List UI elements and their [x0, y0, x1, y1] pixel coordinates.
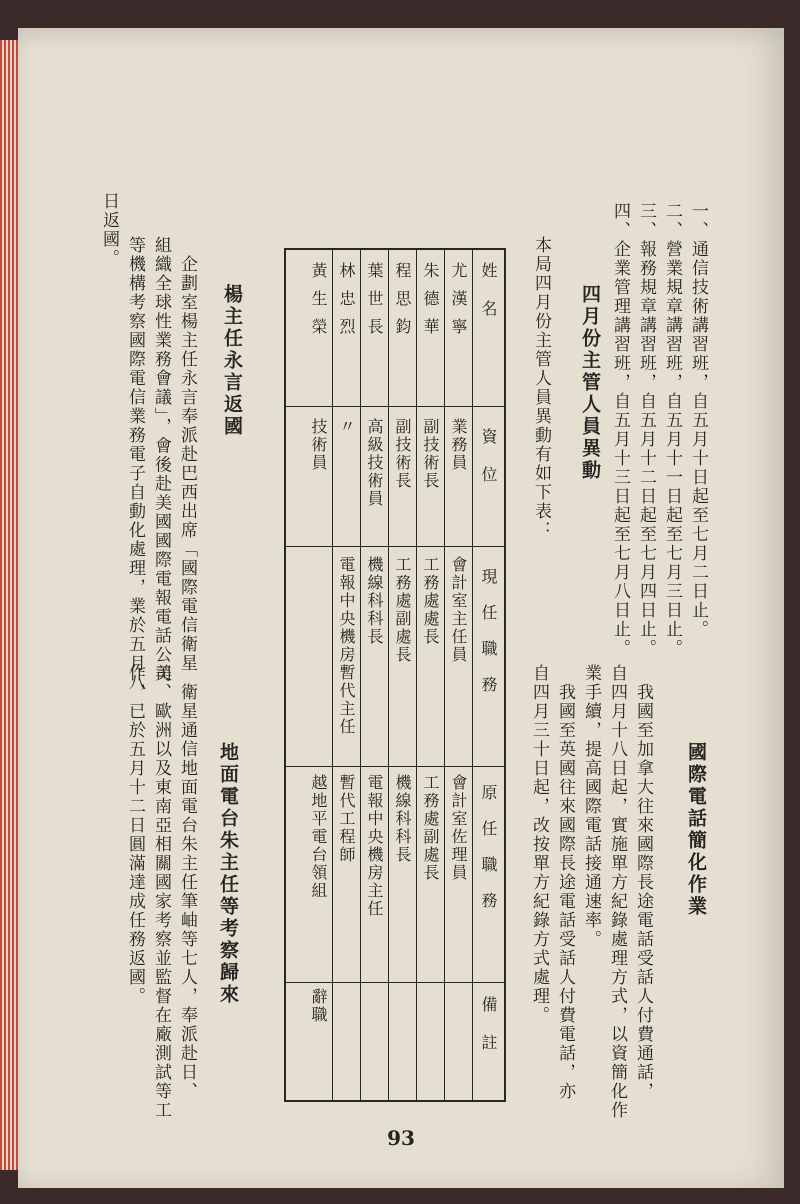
row-4-former: 電報中央機房主任	[365, 774, 384, 918]
header-current: 現任職務	[479, 568, 498, 712]
course-line-3: 三、報務規章講習班，自五月十二日起至七月四日止。	[636, 202, 656, 658]
personnel-table	[284, 248, 506, 1102]
yang-title: 楊主任永言返國	[221, 284, 243, 438]
row-5-former: 暫代工程師	[337, 774, 356, 864]
intl-line-3: 業手續，提高國際電話接通速率。	[581, 664, 601, 949]
row-2-former: 工務處副處長	[421, 774, 440, 882]
yang-line-1: 企劃室楊主任永言奉派赴巴西出席「國際電信衛星	[177, 236, 197, 673]
intl-line-5: 自四月三十日起，改按單方紀錄方式處理。	[529, 664, 549, 1025]
course-line-1: 一、通信技術講習班，自五月十日起至七月二日止。	[688, 202, 708, 639]
header-note: 備註	[479, 996, 498, 1072]
zhu-title: 地面電台朱主任等考察歸來	[217, 742, 239, 1006]
row-5-rank: 〃	[337, 418, 356, 436]
row-3-former: 機線科科長	[393, 774, 412, 864]
row-5-current: 電報中央機房暫代主任	[337, 556, 356, 736]
row-2-name: 朱德華	[421, 262, 440, 346]
zhu-line-2: 美、歐洲以及東南亞相關國家考察並監督在廠測試等工	[151, 664, 171, 1120]
yang-line-3: 等機構考察國際電信業務電子自動化處理，業於五月八	[125, 236, 145, 692]
book-page	[18, 28, 784, 1188]
row-4-rank: 高級技術員	[365, 418, 384, 508]
row-6-rank: 技術員	[309, 418, 328, 472]
row-5-name: 林忠烈	[337, 262, 356, 346]
row-3-rank: 副技術長	[393, 418, 412, 490]
yang-line-4: 日返國。	[99, 192, 119, 268]
personnel-intro: 本局四月份主管人員異動有如下表：	[531, 236, 551, 540]
row-1-name: 尤漢寧	[449, 262, 468, 346]
intl-line-2: 自四月十八日起，實施單方紀錄處理方式，以資簡化作	[607, 664, 627, 1120]
intl-line-4: 我國至英國往來國際長途電話受話人付費電話，亦	[555, 664, 575, 1101]
header-name: 姓名	[479, 262, 498, 338]
page-number: 93	[387, 1126, 415, 1150]
row-6-note: 辭職	[309, 988, 328, 1024]
row-4-name: 葉世長	[365, 262, 384, 346]
zhu-line-1: 衛星通信地面電台朱主任筆岫等七人，奉派赴日、	[177, 664, 197, 1101]
header-former: 原任職務	[479, 784, 498, 928]
header-rank: 資位	[479, 428, 498, 504]
zhu-line-3: 作，已於五月十二日圓滿達成任務返國。	[125, 664, 145, 1006]
intl-title: 國際電話簡化作業	[685, 742, 707, 918]
row-1-current: 會計室主任員	[449, 556, 468, 664]
personnel-title: 四月份主管人員異動	[579, 284, 601, 482]
yang-line-2: 組織全球性業務會議」，會後赴美國國際電報電話公司	[151, 236, 171, 684]
row-1-rank: 業務員	[449, 418, 468, 472]
row-3-name: 程思鈞	[393, 262, 412, 346]
course-line-2: 二、營業規章講習班，自五月十一日起至七月三日止。	[662, 202, 682, 658]
row-6-name: 黃生榮	[309, 262, 328, 346]
course-line-4: 四、企業管理講習班，自五月十三日起至七月八日止。	[610, 202, 630, 658]
row-1-former: 會計室佐理員	[449, 774, 468, 882]
row-2-rank: 副技術長	[421, 418, 440, 490]
intl-line-1: 我國至加拿大往來國際長途電話受話人付費通話，	[633, 664, 653, 1101]
row-6-former: 越地平電台領組	[309, 774, 328, 900]
row-4-current: 機線科科長	[365, 556, 384, 646]
row-3-current: 工務處副處長	[393, 556, 412, 664]
row-2-current: 工務處處長	[421, 556, 440, 646]
